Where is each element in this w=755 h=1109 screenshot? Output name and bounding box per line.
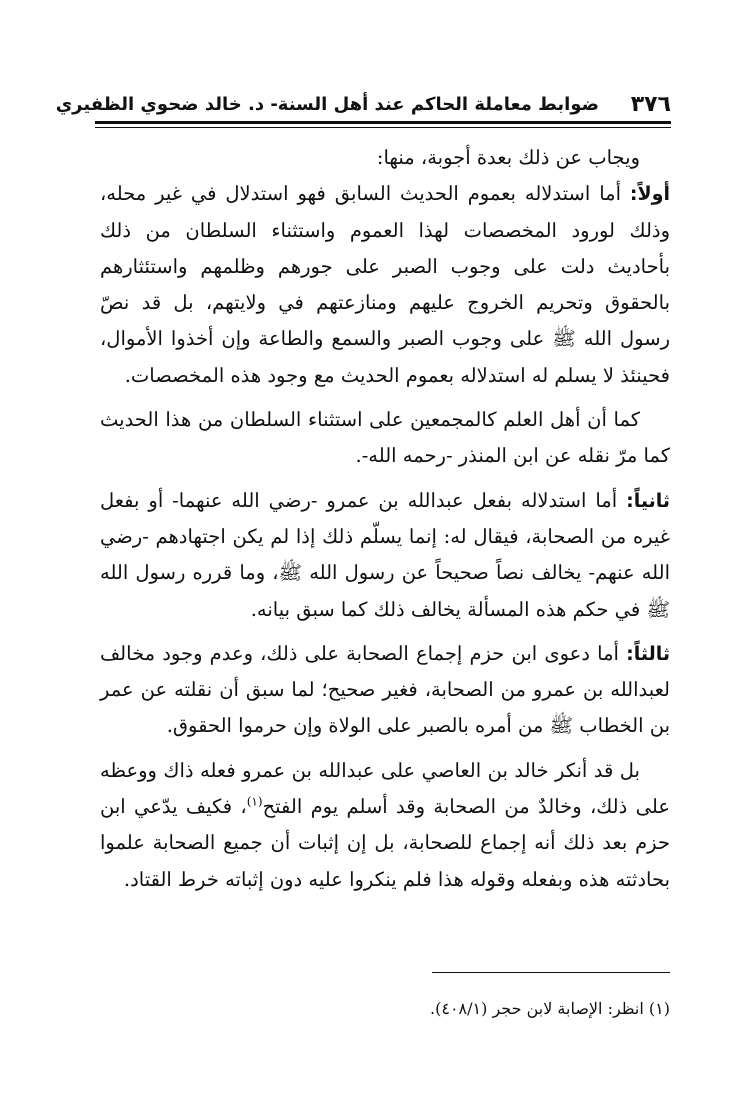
body-text bbox=[100, 140, 670, 898]
paragraph-khalid bbox=[100, 753, 670, 898]
intro-paragraph: ويجاب عن ذلك بعدة أجوبة، منها: bbox=[376, 146, 640, 169]
page-number: ٣٧٦ bbox=[630, 92, 671, 117]
header-rule-thick bbox=[95, 121, 671, 124]
header-rule-thin bbox=[95, 127, 671, 128]
footnote-separator bbox=[432, 972, 670, 973]
paragraph-second-text: أما استدلاله بفعل عبدالله بن عمرو -رضي الله عنهما- أو بفعل غيره من الصحابة، فيقال له: إنما يسلّم ذلك إذا لم يكن اجتهادهم -رضي الله عنهم- يخالف نصاً صحيحاً عن رسول الله ﷺ، وما قرره رسول الله ﷺ في حكم هذه المسألة يخالف ذلك كما سبق بيانه. bbox=[100, 488, 670, 621]
point-label-first: أولاً: bbox=[629, 183, 670, 206]
running-title: ضوابط معاملة الحاكم عند أهل السنة- د. خالد ضحوي الظفيري bbox=[55, 94, 599, 115]
footnote: (١) انظر: الإصابة لابن حجر (٤٠٨/١). bbox=[430, 999, 670, 1018]
paragraph-khalid-text-b: ، فكيف يدّعي ابن حزم بعد ذلك أنه إجماع للصحابة، بل إن إثبات أن جميع الصحابة علموا بحادثته هذه وبفعله وقوله هذا فلم ينكروا عليه دون إثباته خرط القتاد. bbox=[100, 795, 670, 891]
paragraph-second bbox=[100, 483, 670, 628]
point-label-third: ثالثاً: bbox=[626, 642, 670, 665]
paragraph-khalid-text-a: بل قد أنكر خالد بن العاصي على عبدالله بن عمرو فعله ذاك ووعظه على ذلك، وخالدٌ من الصحابة وقد أسلم يوم الفتح bbox=[100, 758, 670, 819]
footnote-reference[interactable]: (١) bbox=[246, 794, 263, 809]
paragraph-first bbox=[100, 176, 670, 394]
paragraph-consensus: كما أن أهل العلم كالمجمعين على استثناء السلطان من هذا الحديث كما مرّ نقله عن ابن المنذر -رحمه الله-. bbox=[100, 408, 670, 468]
page-header bbox=[55, 86, 671, 120]
paragraph-third-text: أما دعوى ابن حزم إجماع الصحابة على ذلك، وعدم وجود مخالف لعبدالله بن عمرو من الصحابة، فغير صحيح؛ لما سبق أن نقلته عن عمر بن الخطاب ﷺ من أمره بالصبر على الولاة وإن حرموا الحقوق. bbox=[100, 641, 670, 738]
paragraph-first-text: أما استدلاله بعموم الحديث السابق فهو استدلال في غير محله، وذلك لورود المخصصات لهذا العموم واستثناء السلطان من ذلك بأحاديث دلت على وجوب الصبر على جورهم وظلمهم واستئثارهم بالحقوق وتحريم الخروج عليهم ومنازعتهم في ولايتهم، بل قد نصّ رسول الله ﷺ على وجوب الصبر والسمع والطاعة وإن أخذوا الأموال، فحينئذ لا يسلم له استدلاله بعموم الحديث مع وجود هذه المخصصات. bbox=[100, 182, 670, 387]
point-label-second: ثانياً: bbox=[626, 489, 671, 512]
paragraph-third bbox=[100, 636, 670, 745]
